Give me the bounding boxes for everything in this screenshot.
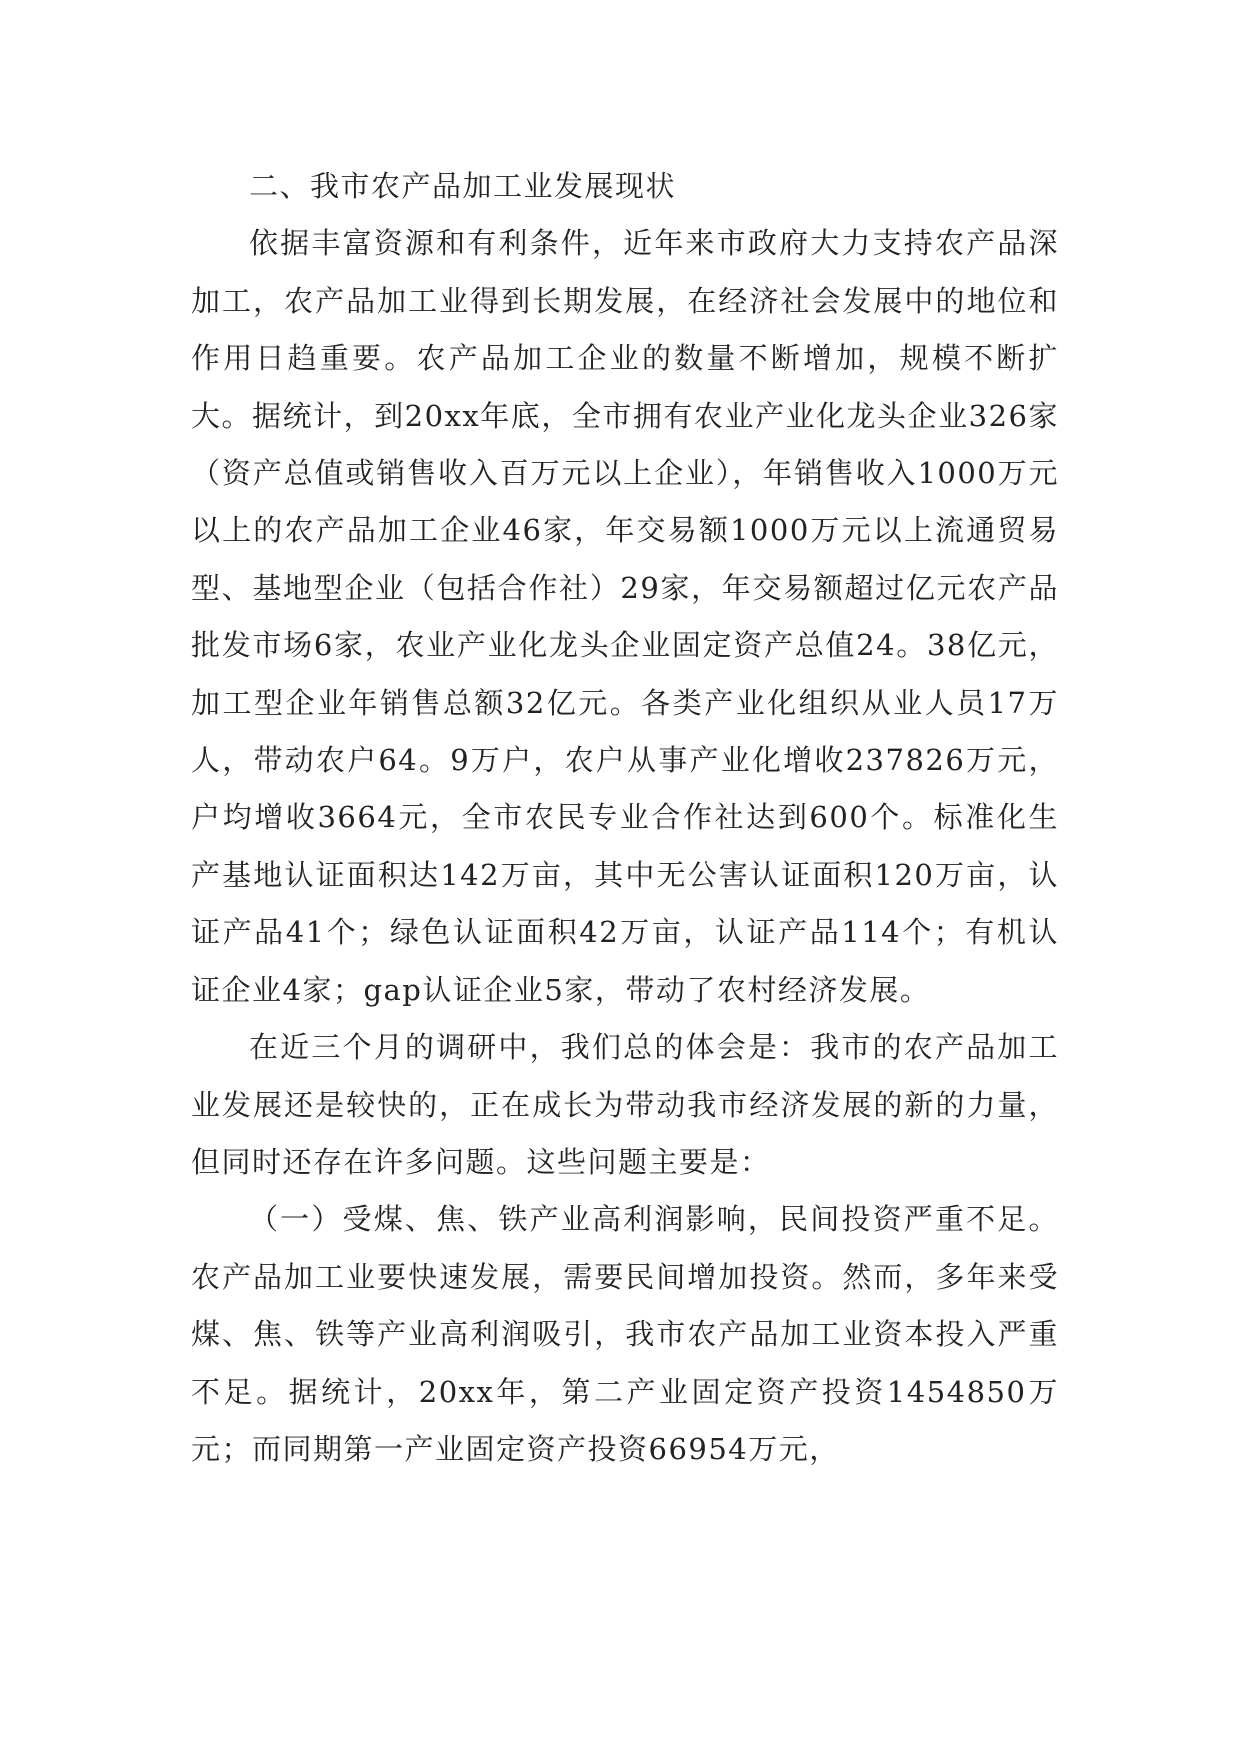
document-body — [191, 158, 1059, 1478]
paragraph-research-findings: 在近三个月的调研中，我们总的体会是：我市的农产品加工业发展还是较快的，正在成长为带动我市经济发展的新的力量，但同时还存在许多问题。这些问题主要是： — [191, 1030, 1059, 1179]
section-heading: 二、我市农产品加工业发展现状 — [249, 169, 677, 203]
paragraph-investment-shortage: （一）受煤、焦、铁产业高利润影响，民间投资严重不足。农产品加工业要快速发展，需要民间增加投资。然而，多年来受煤、焦、铁等产业高利润吸引，我市农产品加工业资本投入严重不足。据统计，20xx年，第二产业固定资产投资1454850万元；而同期第一产业固定资产投资66954万元， — [191, 1202, 1059, 1466]
paragraph-current-status: 依据丰富资源和有利条件，近年来市政府大力支持农产品深加工，农产品加工业得到长期发展，在经济社会发展中的地位和作用日趋重要。农产品加工企业的数量不断增加，规模不断扩大。据统计，到20xx年底，全市拥有农业产业化龙头企业326家（资产总值或销售收入百万元以上企业），年销售收入1000万元以上的农产品加工企业46家，年交易额1000万元以上流通贸易型、基地型企业（包括合作社）29家，年交易额超过亿元农产品批发市场6家，农业产业化龙头企业固定资产总值24。38亿元，加工型企业年销售总额32亿元。各类产业化组织从业人员17万人，带动农户64。9万户，农户从事产业化增收237826万元，户均增收3664元，全市农民专业合作社达到600个。标准化生产基地认证面积达142万亩，其中无公害认证面积120万亩，认证产品41个；绿色认证面积42万亩，认证产品114个；有机认证企业4家；gap认证企业5家，带动了农村经济发展。 — [191, 226, 1059, 1007]
